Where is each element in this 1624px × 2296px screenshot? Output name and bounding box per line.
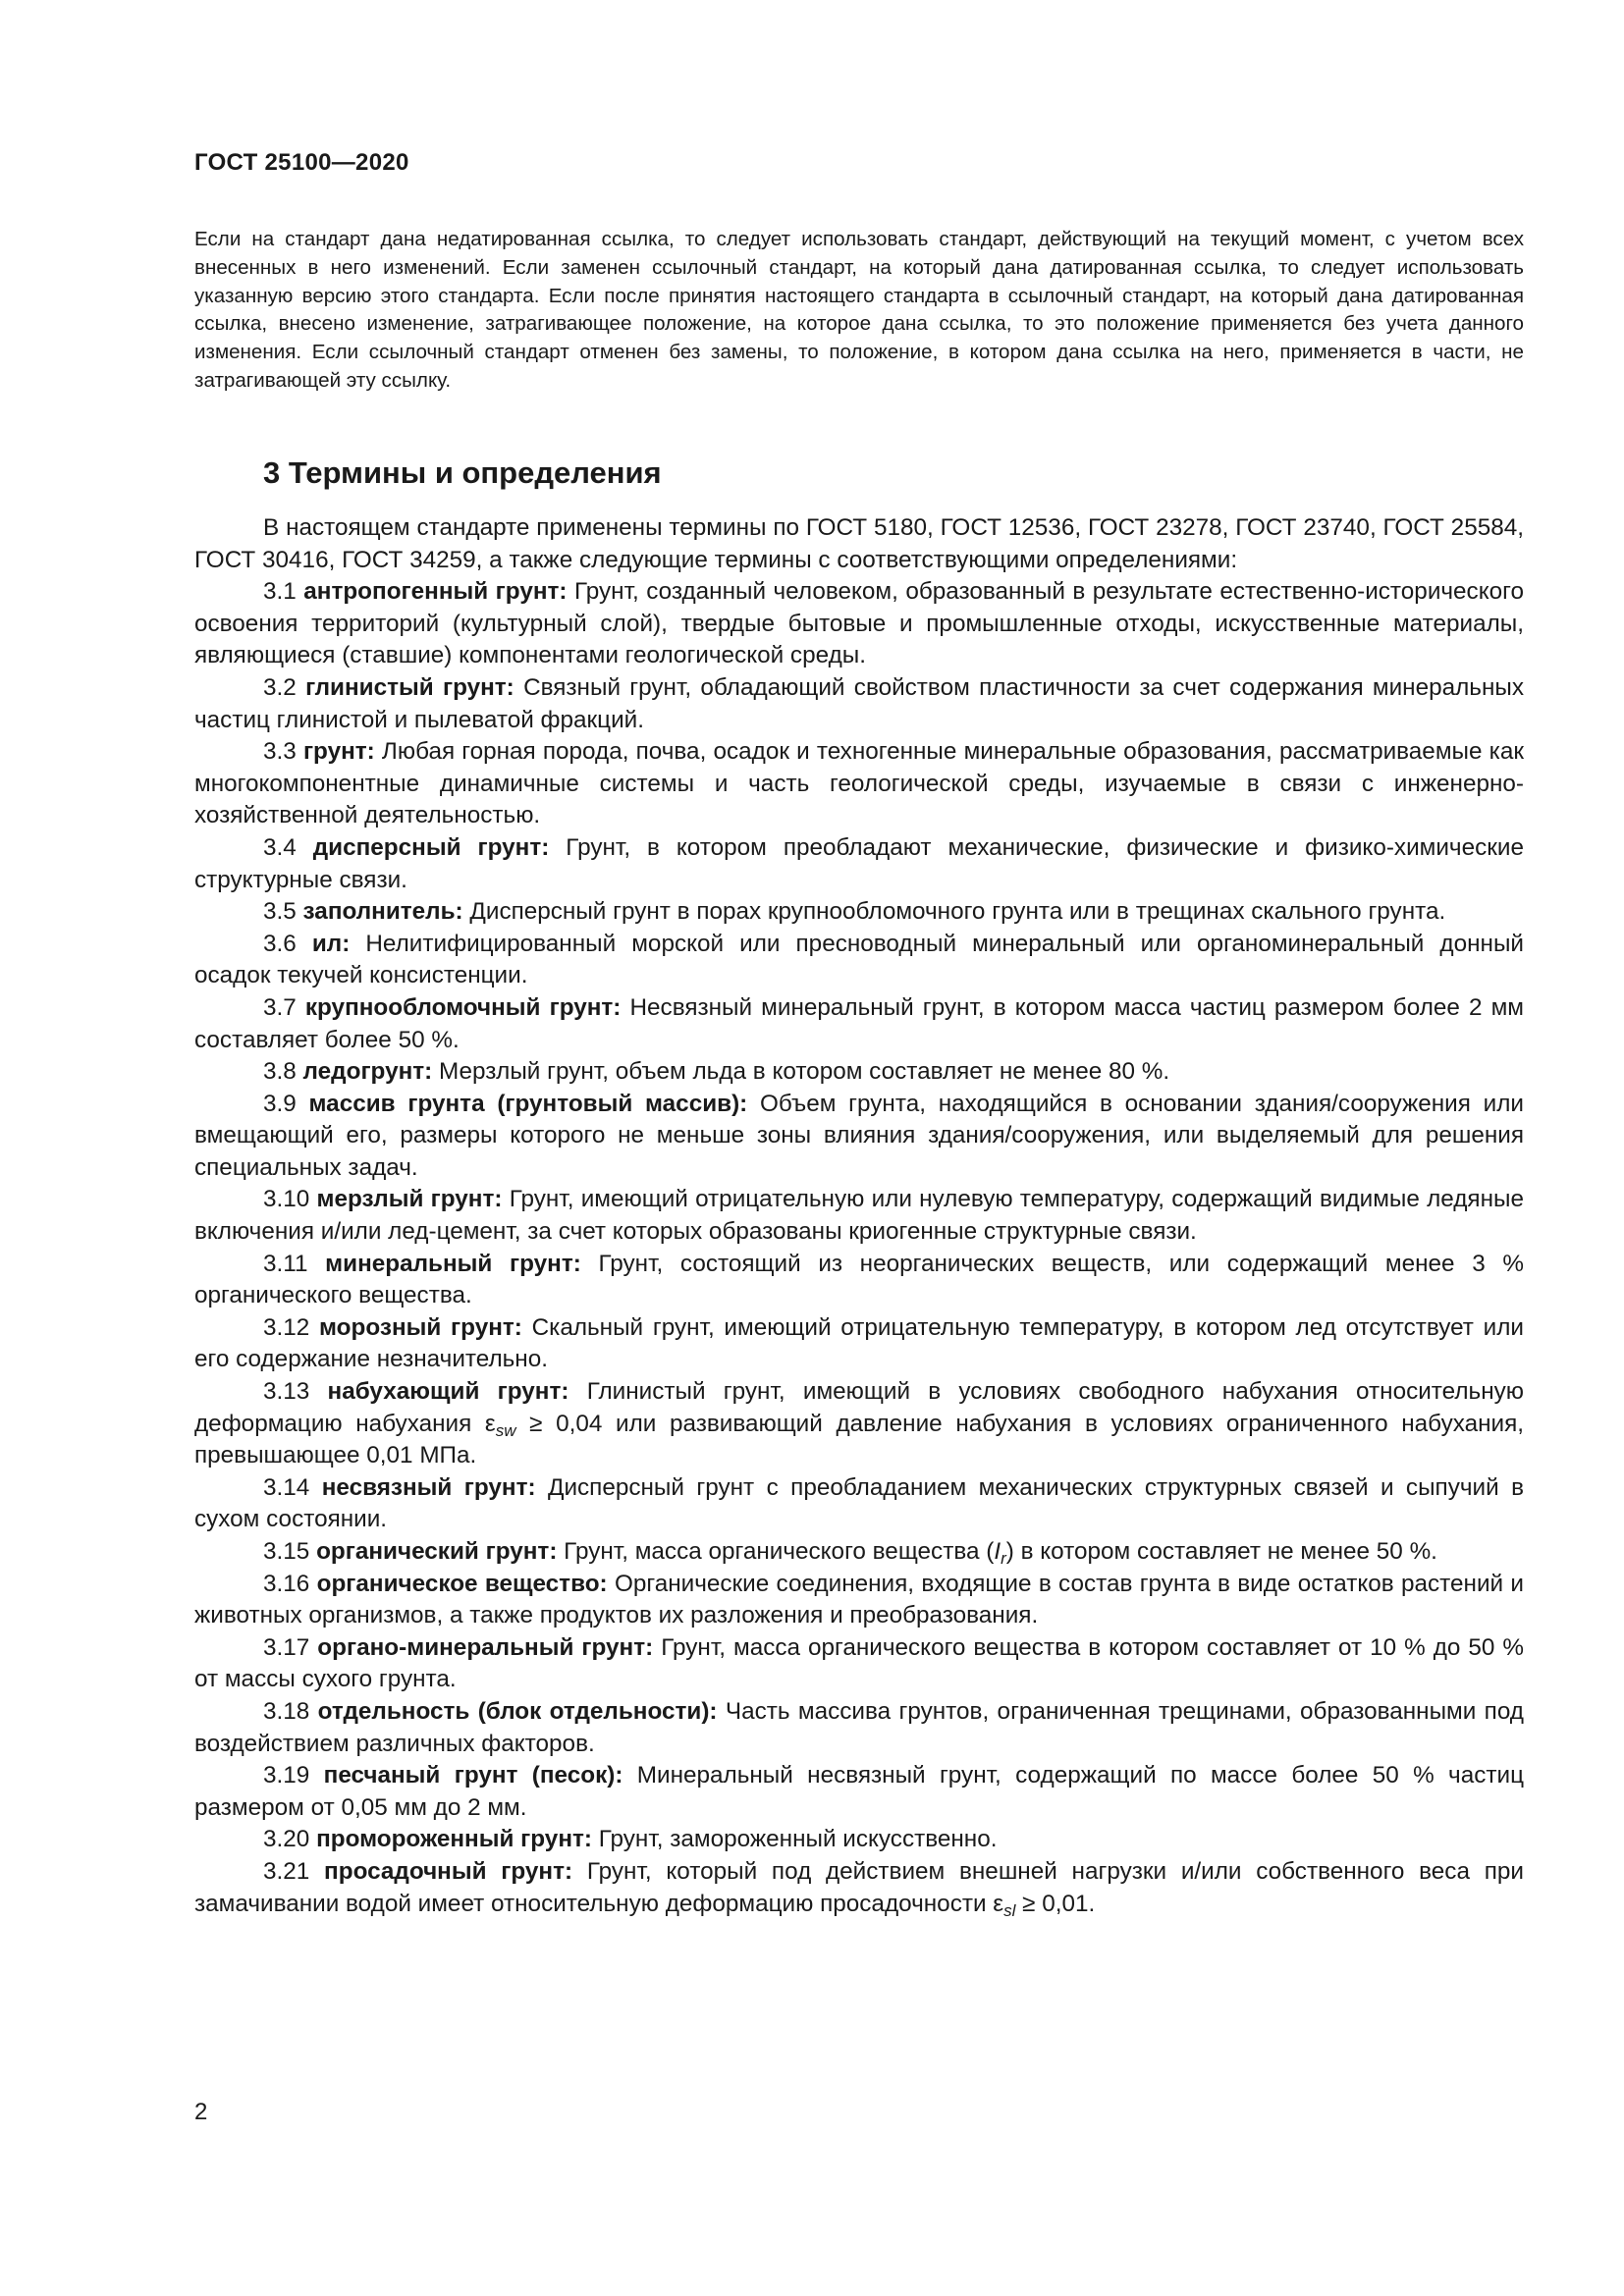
term-number: 3.11 [263,1250,308,1277]
term-entry [194,1569,1524,1632]
term-name: песчаный грунт (песок): [323,1762,623,1789]
term-entry [194,992,1524,1056]
term-name: просадочный грунт: [324,1857,573,1885]
term-name: набухающий грунт: [327,1378,569,1406]
term-number: 3.20 [263,1826,310,1853]
term-name: органический грунт: [316,1538,558,1565]
term-number: 3.2 [263,673,297,701]
term-name: несвязный грунт: [321,1473,536,1501]
term-number: 3.17 [263,1633,310,1661]
term-definition: Нелитифицированный морской или пресноводный минеральный или органоминеральный донный осадок текучей консистенции. [194,930,1524,989]
term-entry [194,736,1524,832]
term-name: крупнообломочный грунт: [304,993,622,1021]
term-definition: Любая горная порода, почва, осадок и техногенные минеральные образования, рассматриваемые как многокомпонентные динамичные системы и часть геологической среды, изучаемые в связи с инженерно-хозяйственной деятельностью. [194,738,1524,829]
term-entry [194,576,1524,672]
term-definition [564,1538,1437,1568]
term-number: 3.9 [263,1090,297,1117]
term-definition: Органические соединения, входящие в состав грунта в виде остатков растений и животных организмов, а также продуктов их разложения и преобразования. [194,1570,1524,1629]
term-number: 3.1 [263,578,297,606]
term-name: мерзлый грунт: [316,1186,503,1213]
term-entry [194,672,1524,736]
term-name: ледогрунт: [302,1058,433,1086]
term-definition: Грунт, состоящий из неорганических веществ, или содержащий менее 3 % органического вещества. [194,1250,1524,1309]
term-number: 3.5 [263,898,297,926]
term-definition-part: Грунт, масса органического вещества ( [564,1538,995,1565]
term-name: морозный грунт: [319,1313,522,1341]
term-definition: Минеральный несвязный грунт, содержащий по массе более 50 % частиц размером от 0,05 мм до 2 мм. [194,1762,1524,1821]
term-definition-part: ≥ 0,01. [1015,1890,1096,1917]
term-number: 3.15 [263,1538,310,1565]
term-entry [194,1536,1524,1569]
term-entry [194,832,1524,896]
term-name: глинистый грунт: [305,673,514,701]
term-definition-part: Грунт, который под действием внешней нагрузки и/или собственного веса при замачивании водой имеет относительную деформацию просадочности ε [194,1857,1524,1917]
term-definition: Объем грунта, находящийся в основании здания/сооружения или вмещающий его, размеры которого не меньше зоны влияния здания/сооружения, или выделяемый для решения специальных задач. [194,1090,1524,1181]
term-name: органо-минеральный грунт: [317,1633,654,1661]
term-number: 3.21 [263,1857,310,1885]
term-name: органическое вещество: [316,1570,608,1597]
term-number: 3.16 [263,1570,310,1597]
document-header: ГОСТ 25100—2020 [194,149,409,176]
term-definition: Дисперсный грунт с преобладанием механических структурных связей и сыпучий в сухом состоянии. [194,1473,1524,1533]
subscript: sl [1003,1900,1016,1920]
term-number: 3.7 [263,993,297,1021]
term-definition: Несвязный минеральный грунт, в котором масса частиц размером более 2 мм составляет более 50 %. [194,993,1524,1053]
term-number: 3.6 [263,930,297,957]
variable: I [994,1538,1001,1565]
term-definition-part: ≥ 0,04 или развивающий давление набухания в условиях ограниченного набухания, превышающее 0,01 МПа. [194,1410,1524,1469]
term-entry [194,1249,1524,1312]
term-name: массив грунта (грунтовый массив): [308,1090,748,1117]
term-definition: Грунт, в котором преобладают механические, физические и физико-химические структурные связи. [194,833,1524,893]
term-name: антропогенный грунт: [303,578,568,606]
term-definition: Часть массива грунтов, ограниченная трещинами, образованными под воздействием различных факторов. [194,1697,1524,1757]
section-body [194,512,1524,1920]
page-number: 2 [194,2099,208,2125]
term-definition: Грунт, масса органического вещества в котором составляет от 10 % до 50 % от массы сухого грунта. [194,1633,1524,1693]
term-name: грунт: [302,738,375,766]
term-entry [194,1632,1524,1696]
term-number: 3.8 [263,1058,297,1086]
term-number: 3.3 [263,738,297,766]
term-number: 3.19 [263,1762,310,1789]
term-entry [194,1184,1524,1248]
term-definition-part: ) в котором составляет не менее 50 %. [1005,1538,1437,1565]
section-lead: В настоящем стандарте применены термины по ГОСТ 5180, ГОСТ 12536, ГОСТ 23278, ГОСТ 23740, ГОСТ 25584, ГОСТ 30416, ГОСТ 34259, а также следующие термины с соответствующими определениями: [194,514,1524,573]
term-entry [194,896,1524,929]
term-name: ил: [311,930,351,957]
term-definition: Грунт, замороженный искусственно. [598,1826,998,1853]
term-entry [194,1856,1524,1920]
term-number: 3.18 [263,1697,310,1725]
term-name: отдельность (блок отдельности): [317,1697,718,1725]
subscript: r [1001,1549,1006,1568]
term-entry [194,1056,1524,1089]
term-definition-part: Глинистый грунт, имеющий в условиях свободного набухания относительную деформацию набухания ε [194,1378,1524,1437]
term-entry [194,1824,1524,1856]
term-definition: Дисперсный грунт в порах крупнообломочного грунта или в трещинах скального грунта. [469,898,1446,926]
term-name: дисперсный грунт: [312,833,550,861]
subscript: sw [495,1420,516,1440]
term-definition: Грунт, созданный человеком, образованный в результате естественно-исторического освоения территорий (культурный слой), твердые бытовые и промышленные отходы, искусственные материалы, являющиеся (ставшие) компонентами геологической среды. [194,578,1524,669]
term-entry [194,929,1524,992]
term-entry [194,1376,1524,1472]
intro-paragraph: Если на стандарт дана недатированная ссылка, то следует использовать стандарт, действующий на текущий момент, с учетом всех внесенных в него изменений. Если заменен ссылочный стандарт, на который дана датированная ссылка, то следует использовать указанную версию этого стандарта. Если после принятия настоящего стандарта в ссылочный стандарт, на который дана датированная ссылка, внесено изменение, затрагивающее положение, на которое дана ссылка, то это положение применяется без учета данного изменения. Если ссылочный стандарт отменен без замены, то положение, в котором дана ссылка на него, применяется в части, не затрагивающей эту ссылку. [194,228,1524,392]
term-entry [194,1089,1524,1185]
term-definition: Скальный грунт, имеющий отрицательную температуру, в котором лед отсутствует или его содержание незначительно. [194,1313,1524,1373]
term-number: 3.10 [263,1186,310,1213]
term-entry [194,1312,1524,1376]
term-name: промороженный грунт: [316,1826,592,1853]
term-entry [194,1696,1524,1760]
term-number: 3.14 [263,1473,310,1501]
term-entry [194,1472,1524,1536]
term-definition: Грунт, имеющий отрицательную или нулевую температуру, содержащий видимые ледяные включения и/или лед-цемент, за счет которых образованы криогенные структурные связи. [194,1186,1524,1246]
term-definition: Связный грунт, обладающий свойством пластичности за счет содержания минеральных частиц глинистой и пылеватой фракций. [194,673,1524,733]
term-number: 3.4 [263,833,297,861]
term-entry [194,1760,1524,1824]
term-name: минеральный грунт: [325,1250,581,1277]
term-number: 3.12 [263,1313,310,1341]
term-number: 3.13 [263,1378,310,1406]
section-title: 3 Термины и определения [263,455,662,490]
term-definition: Мерзлый грунт, объем льда в котором составляет не менее 80 %. [439,1058,1170,1086]
term-name: заполнитель: [302,898,463,926]
